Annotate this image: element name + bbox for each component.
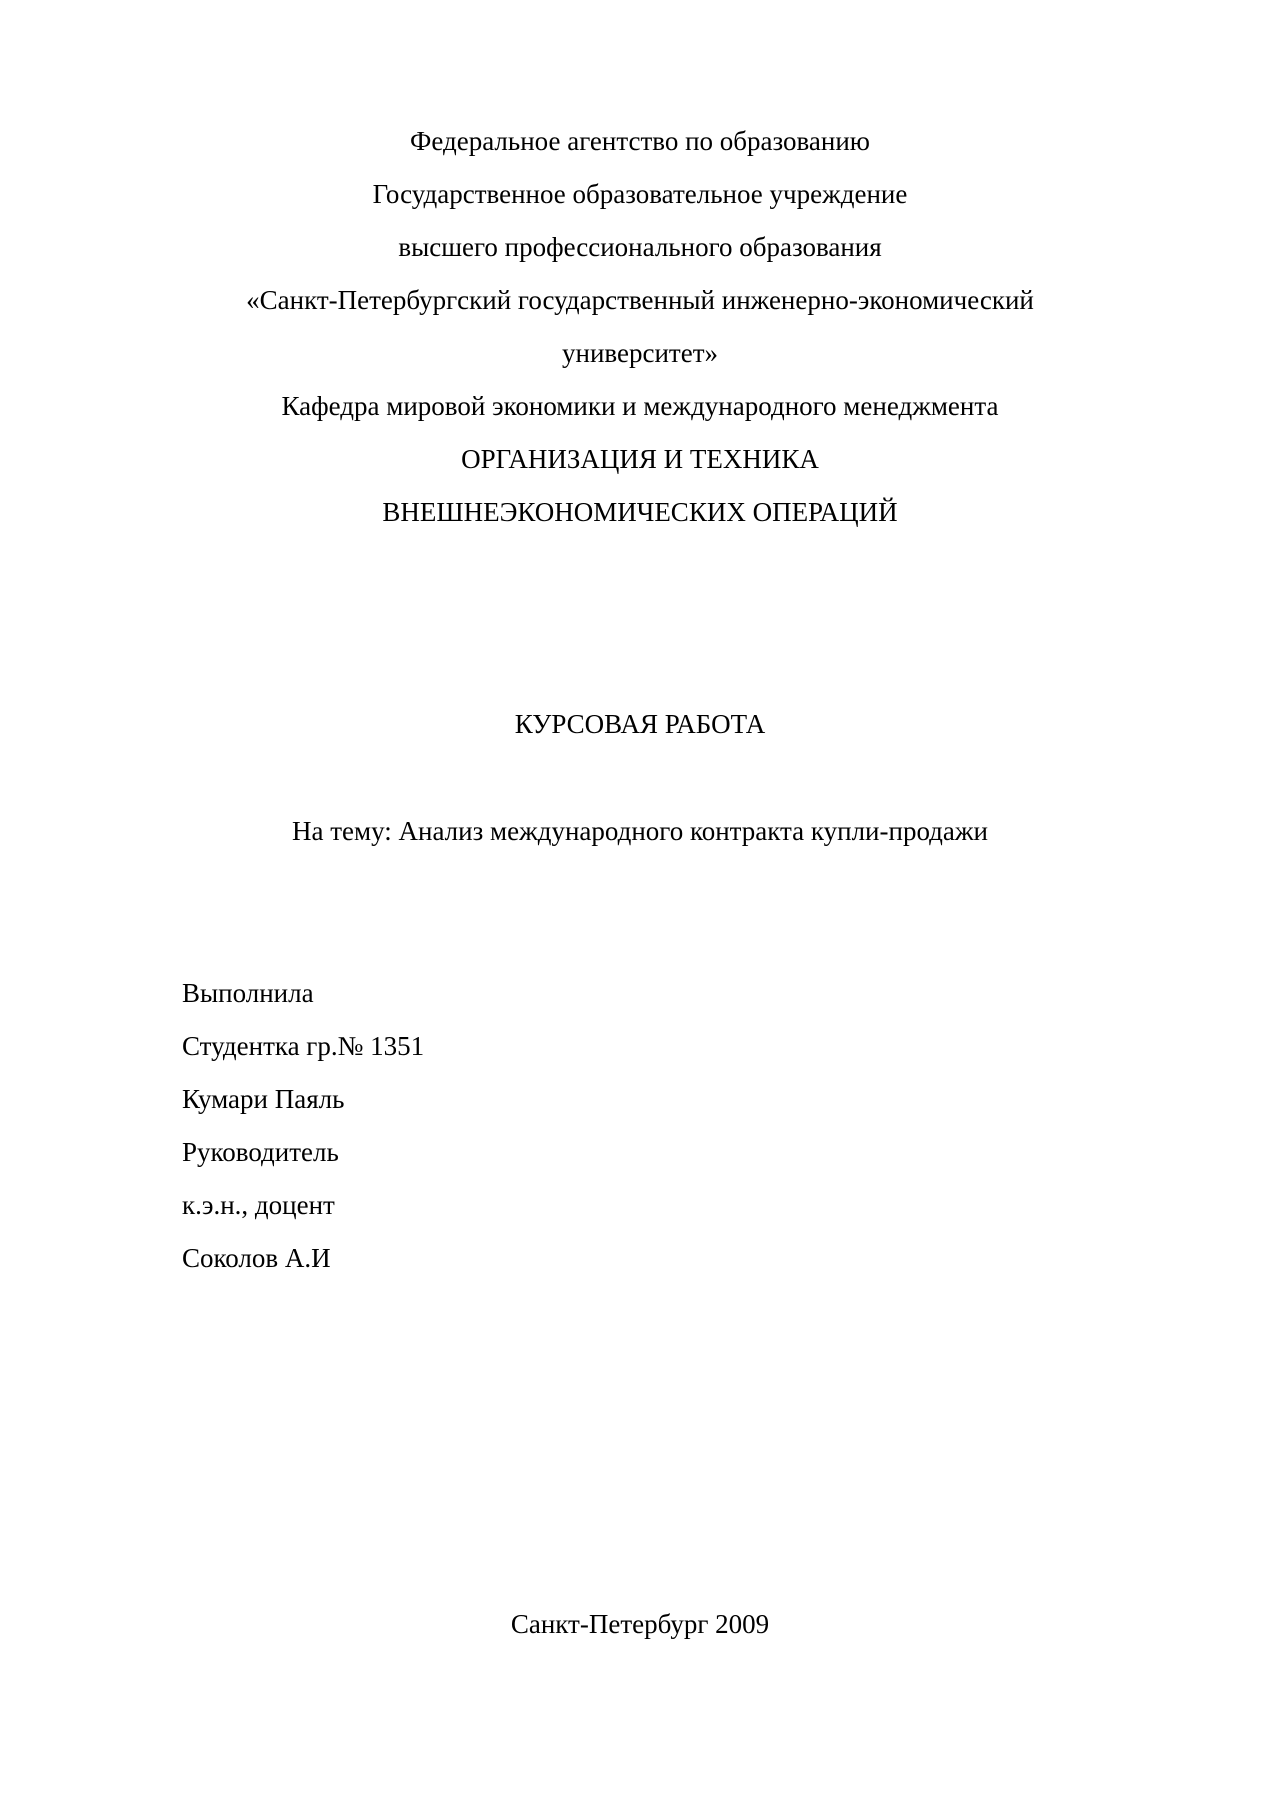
- institution-type-line: Государственное образовательное учреждение: [372, 179, 908, 209]
- department-line: Кафедра мировой экономики и международного менеджмента: [281, 391, 999, 421]
- agency-line: Федеральное агентство по образованию: [410, 126, 870, 156]
- university-name-line-1: «Санкт-Петербургский государственный инженерно-экономический: [246, 285, 1034, 315]
- completed-by-label: Выполнила: [182, 978, 314, 1008]
- supervisor-label: Руководитель: [182, 1137, 339, 1167]
- student-name: Кумари Паяль: [182, 1084, 345, 1114]
- subject-title-line-2: ВНЕШНЕЭКОНОМИЧЕСКИХ ОПЕРАЦИЙ: [382, 497, 898, 527]
- supervisor-title: к.э.н., доцент: [182, 1190, 335, 1220]
- topic-line: На тему: Анализ международного контракта купли-продажи: [292, 816, 988, 846]
- education-level-line: высшего профессионального образования: [398, 232, 882, 262]
- student-group: Студентка гр.№ 1351: [182, 1031, 425, 1061]
- supervisor-name: Соколов А.И: [182, 1243, 331, 1273]
- subject-title-line-1: ОРГАНИЗАЦИЯ И ТЕХНИКА: [461, 444, 819, 474]
- city-year-footer: Санкт-Петербург 2009: [510, 1609, 770, 1639]
- work-type-heading: КУРСОВАЯ РАБОТА: [514, 709, 766, 739]
- university-name-line-2: университет»: [562, 338, 718, 368]
